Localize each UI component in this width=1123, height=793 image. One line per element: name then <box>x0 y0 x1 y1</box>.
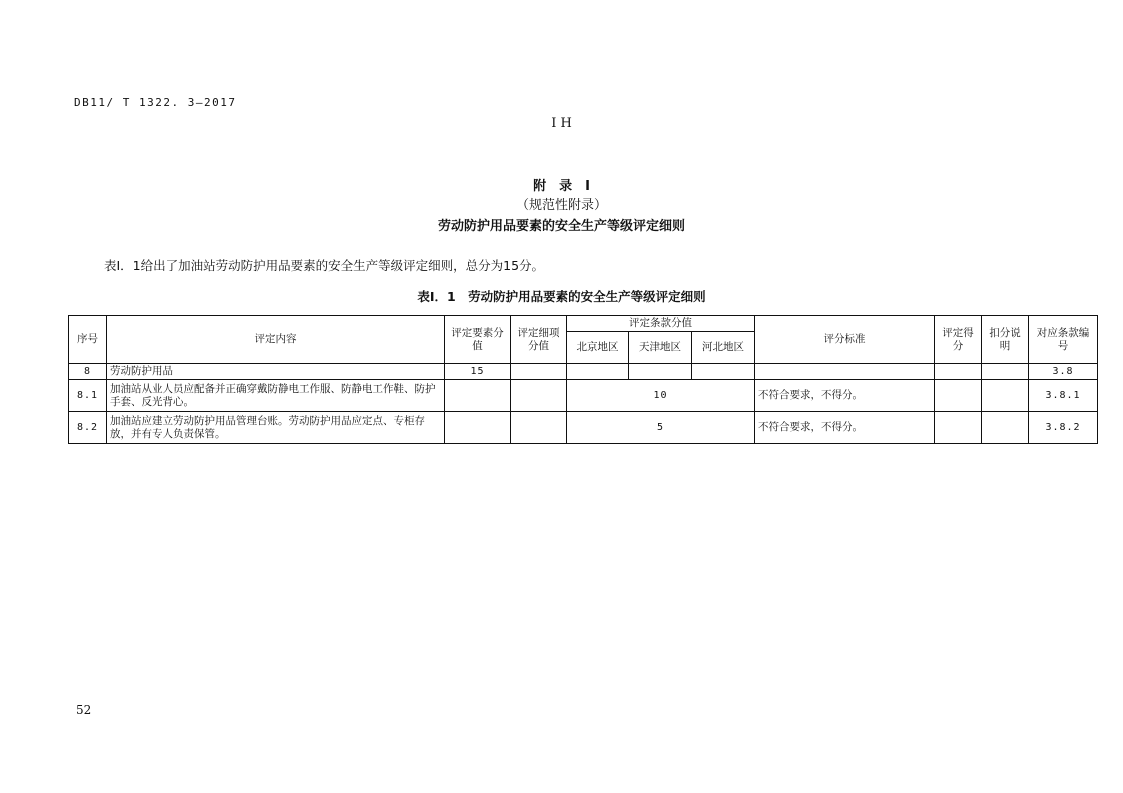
intro-paragraph: 表I．1给出了加油站劳动防护用品要素的安全生产等级评定细则，总分为15分。 <box>104 258 545 273</box>
cell-seq: 8 <box>69 364 107 380</box>
table-header <box>69 316 1098 364</box>
standard-code: DB11/ T 1322. 3—2017 <box>74 96 237 109</box>
cell-seq: 8.1 <box>69 380 107 412</box>
cell-clause-no: 3.8.2 <box>1029 412 1098 444</box>
header-clause-score: 评定条款分值 <box>567 316 755 332</box>
cell-content: 加油站应建立劳动防护用品管理台账。劳动防护用品应定点、专柜存放，并有专人负责保管。 <box>107 412 445 444</box>
cell-clause-no: 3.8 <box>1029 364 1098 380</box>
header-content: 评定内容 <box>107 316 445 364</box>
page-number: 52 <box>76 703 92 717</box>
table-row <box>69 364 1098 380</box>
cell-score <box>935 412 982 444</box>
cell-clause-score: 10 <box>567 380 755 412</box>
cell-clause-score: 5 <box>567 412 755 444</box>
header-element-score: 评定要素分值 <box>445 316 511 364</box>
cell-deduction <box>982 380 1029 412</box>
cell-deduction <box>982 364 1029 380</box>
appendix-subtitle: （规范性附录） <box>515 198 607 213</box>
header-hebei: 河北地区 <box>692 332 755 364</box>
cell-clause-no: 3.8.1 <box>1029 380 1098 412</box>
header-score: 评定得分 <box>935 316 982 364</box>
cell-tianjin <box>629 364 692 380</box>
cell-content: 劳动防护用品 <box>107 364 445 380</box>
header-detail-score: 评定细项分值 <box>511 316 567 364</box>
appendix-title: 附 录 I <box>533 179 590 194</box>
cell-criteria: 不符合要求，不得分。 <box>755 412 935 444</box>
cell-element-score <box>445 380 511 412</box>
cell-score <box>935 364 982 380</box>
cell-seq: 8.2 <box>69 412 107 444</box>
cell-detail-score <box>511 380 567 412</box>
header-beijing: 北京地区 <box>567 332 629 364</box>
cell-score <box>935 380 982 412</box>
table-caption: 表I．1 劳动防护用品要素的安全生产等级评定细则 <box>417 289 706 304</box>
cell-criteria: 不符合要求，不得分。 <box>755 380 935 412</box>
header-tianjin: 天津地区 <box>629 332 692 364</box>
table-row <box>69 412 1098 444</box>
header-criteria: 评分标准 <box>755 316 935 364</box>
cell-hebei <box>692 364 755 380</box>
appendix-name: 劳动防护用品要素的安全生产等级评定细则 <box>437 219 685 234</box>
cell-element-score <box>445 412 511 444</box>
cell-element-score: 15 <box>445 364 511 380</box>
cell-deduction <box>982 412 1029 444</box>
evaluation-table <box>68 315 1098 444</box>
cell-detail-score <box>511 412 567 444</box>
header-mark: I H <box>551 116 572 131</box>
header-deduction: 扣分说明 <box>982 316 1029 364</box>
cell-detail-score <box>511 364 567 380</box>
header-clause-no: 对应条款编号 <box>1029 316 1098 364</box>
table-row <box>69 380 1098 412</box>
cell-beijing <box>567 364 629 380</box>
cell-criteria <box>755 364 935 380</box>
header-seq: 序号 <box>69 316 107 364</box>
cell-content: 加油站从业人员应配备并正确穿戴防静电工作服、防静电工作鞋、防护手套、反光背心。 <box>107 380 445 412</box>
